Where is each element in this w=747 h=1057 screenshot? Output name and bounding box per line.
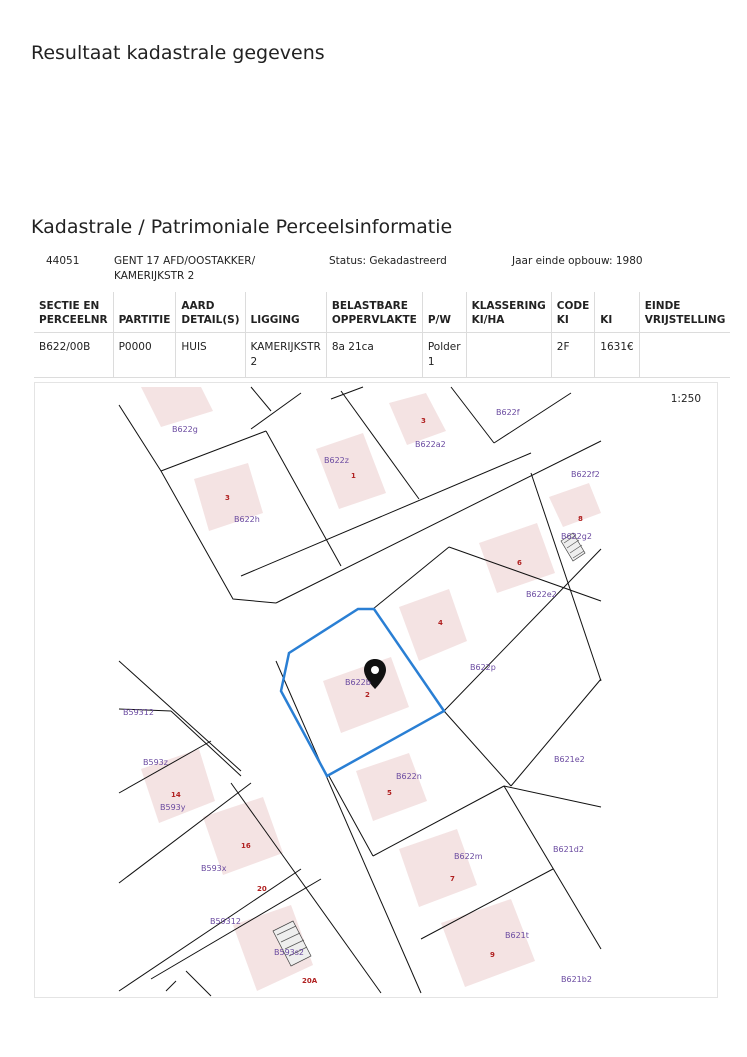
location-line-2: KAMERIJKSTR 2 [114,270,195,282]
status-text: Status: Gekadastreerd [329,255,447,267]
parcel-label: B621b2 [561,975,592,984]
parcel-label: B621t [505,931,529,940]
cell-oppervlakte: 8a 21ca [326,333,422,378]
building [399,829,477,907]
table-header-row [34,292,730,333]
parcel-label: B622m [454,852,483,861]
col-ligging: LIGGING [245,292,326,333]
parcel-label: B622e2 [526,590,557,599]
cell-ki: 1631€ [595,333,639,378]
house-number: 16 [241,842,251,850]
cell-pw: Polder 1 [422,333,466,378]
page-title: Resultaat kadastrale gegevens [31,42,325,64]
parcel-label: B621e2 [554,755,585,764]
map-scale: 1:250 [670,393,701,405]
building [441,899,535,987]
cadastral-map-svg [35,383,718,998]
parcel-label: B622f2 [571,470,600,479]
parcel-label: B622z [324,456,349,465]
house-number: 5 [387,789,392,797]
house-number: 6 [517,559,522,567]
house-number: 2 [365,691,370,699]
location-line-1: GENT 17 AFD/OOSTAKKER/ [114,255,256,267]
parcel-label: B622g [172,425,198,434]
parcel-label: B59312 [123,708,154,717]
building [549,483,601,527]
col-einde: EINDE VRIJSTELLING [639,292,730,333]
municipality-code: 44051 [46,255,80,267]
cell-perceel: B622/00B [34,333,113,378]
parcel-label: B622f [496,408,520,417]
house-number: 9 [490,951,495,959]
parcel-label: B59312 [210,917,241,926]
cell-partitie: P0000 [113,333,176,378]
building [399,589,467,661]
col-sectie: SECTIE EN PERCEELNR [34,292,113,333]
parcel-label: B622p [470,663,496,672]
col-aard: AARD DETAIL(S) [176,292,245,333]
building [479,523,555,593]
house-number: 20 [257,885,267,893]
parcel-label: B621d2 [553,845,584,854]
house-number: 1 [351,472,356,480]
parcel-label: B593s2 [274,948,305,957]
cell-aard: HUIS [176,333,245,378]
building [141,387,213,427]
cell-ligging: KAMERIJKSTR 2 [245,333,326,378]
section-title: Kadastrale / Patrimoniale Perceelsinformatie [31,216,453,238]
col-code-ki: CODE KI [551,292,595,333]
house-number: 8 [578,515,583,523]
house-number: 4 [438,619,443,627]
cell-code-ki: 2F [551,333,595,378]
parcel-label: B622g2 [561,532,592,541]
house-number: 7 [450,875,455,883]
parcel-label: B622h [234,515,260,524]
parcel-table [34,292,730,378]
buildings [141,387,601,991]
house-number: 3 [421,417,426,425]
parcel-label: B622n [396,772,422,781]
cadastral-map[interactable] [34,382,718,998]
col-klassering: KLASSERING KI/HA [466,292,551,333]
col-pw: P/W [422,292,466,333]
table-row [34,333,730,378]
parcel-label: B622a2 [415,440,446,449]
col-partitie: PARTITIE [113,292,176,333]
parcel-info-row [34,254,718,290]
house-number: 3 [225,494,230,502]
building [356,753,427,821]
cell-klassering [466,333,551,378]
parcel-label: B593x [201,864,227,873]
build-year-text: Jaar einde opbouw: 1980 [512,255,643,267]
col-ki: KI [595,292,639,333]
cell-einde [639,333,730,378]
house-number: 20A [302,977,318,985]
house-number: 14 [171,791,181,799]
parcel-label: B622b [345,678,371,687]
building [316,433,386,509]
building [389,393,446,445]
parcel-label: B593z [143,758,168,767]
col-oppervlakte: BELASTBARE OPPERVLAKTE [326,292,422,333]
parcel-label: B593y [160,803,186,812]
